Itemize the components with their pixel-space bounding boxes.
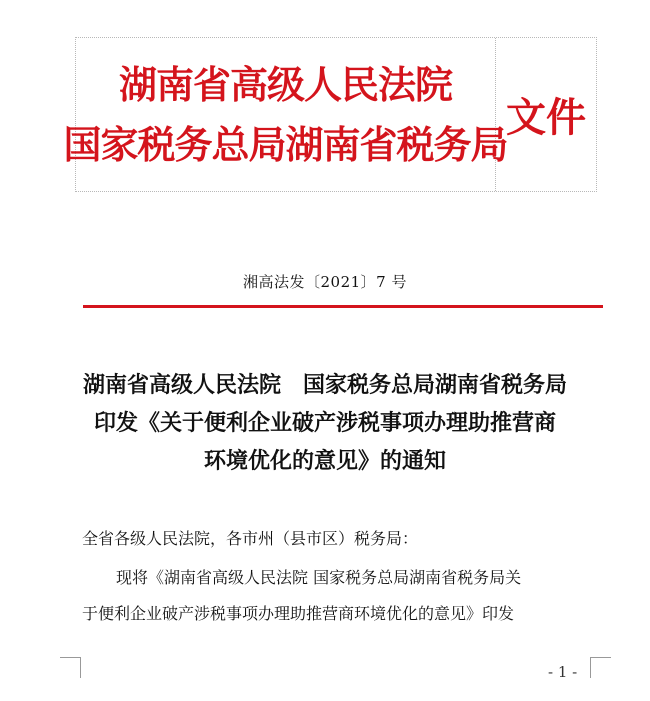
document-title (75, 366, 575, 480)
page-corner-mark-left (60, 657, 81, 678)
document-number: 湘高法发〔2021〕7 号 (243, 273, 407, 291)
body-line-2: 于便利企业破产涉税事项办理助推营商环境优化的意见》印发 (82, 604, 515, 623)
letterhead (63, 37, 597, 192)
salutation: 全省各级人民法院，各市州（县市区）税务局： (82, 529, 419, 548)
title-line-3: 环境优化的意见》的通知 (203, 448, 446, 474)
body-paragraph (82, 560, 602, 632)
page-number: - 1 - (548, 663, 578, 681)
page-corner-mark-right (590, 657, 611, 678)
issuer-tax-bureau: 国家税务总局湖南省税务局 (63, 122, 508, 167)
body-line-1: 现将《湖南省高级人民法院 国家税务总局湖南省税务局关 (116, 568, 522, 587)
red-divider-line (83, 305, 603, 308)
title-line-1: 湖南省高级人民法院 国家税务总局湖南省税务局 (82, 372, 567, 398)
issuing-authorities (63, 38, 508, 191)
document-label: 文件 (506, 95, 586, 141)
title-line-2: 印发《关于便利企业破产涉税事项办理助推营商 (93, 410, 556, 436)
issuer-hunan-high-court: 湖南省高级人民法院 (118, 62, 452, 107)
